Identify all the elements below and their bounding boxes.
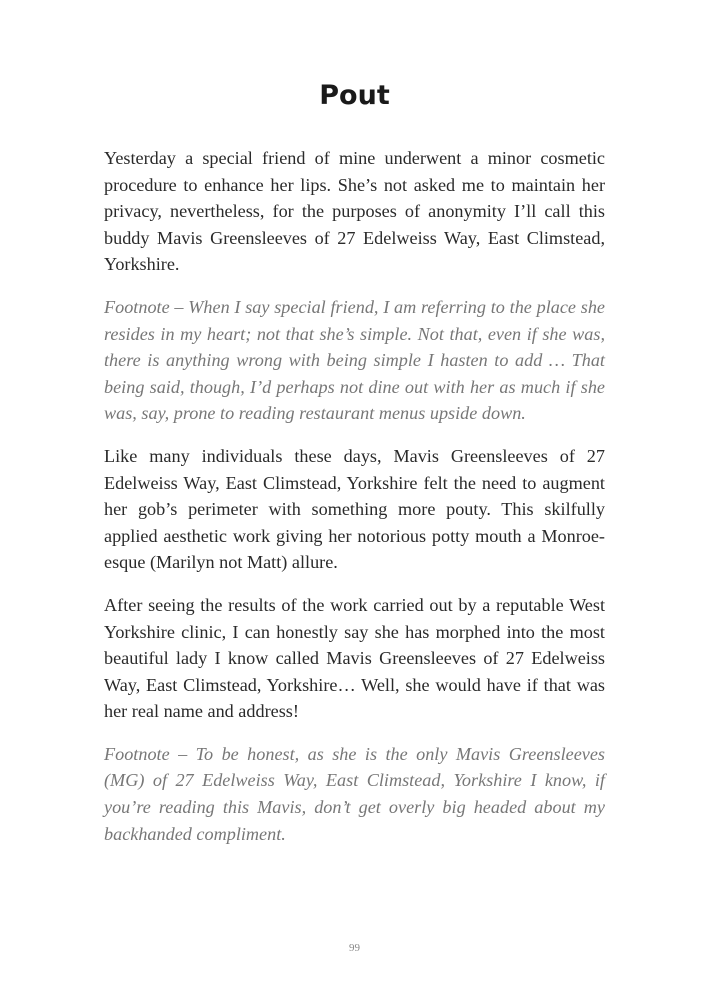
paragraph-2: Like many individuals these days, Mavis Greensleeves of 27 Edelweiss Way, East Climstead, Yorkshire felt the need to augment her gob’s perimeter with something more pouty. This skilfully applied aesthetic work giving her notorious potty mouth a Monroe-esque (Marilyn not Matt) allure. <box>104 445 605 573</box>
footnote-1: Footnote – When I say special friend, I am referring to the place she resides in my heart; not that she’s simple. Not that, even if she was, there is anything wrong with being simple I hasten to add … That being said, though, I’d perhaps not dine out with her as much if she was, say, prone to reading restaurant menus upside down. <box>104 296 605 424</box>
chapter-body <box>104 145 605 863</box>
chapter-title: Pout <box>319 80 390 111</box>
page-number: 99 <box>349 942 360 954</box>
paragraph-3: After seeing the results of the work carried out by a reputable West Yorkshire clinic, I can honestly say she has morphed into the most beautiful lady I know called Mavis Greensleeves of 27 Edelweiss Way, East Climstead, Yorkshire… Well, she would have if that was her real name and address! <box>104 594 605 722</box>
footnote-2: Footnote – To be honest, as she is the only Mavis Greensleeves (MG) of 27 Edelweiss Way, East Climstead, Yorkshire I know, if you’re reading this Mavis, don’t get overly big headed about my backhanded compliment. <box>104 743 605 844</box>
paragraph-1: Yesterday a special friend of mine underwent a minor cosmetic procedure to enhance her lips. She’s not asked me to maintain her privacy, nevertheless, for the purposes of anonymity I’ll call this buddy Mavis Greensleeves of 27 Edelweiss Way, East Climstead, Yorkshire. <box>104 148 605 275</box>
